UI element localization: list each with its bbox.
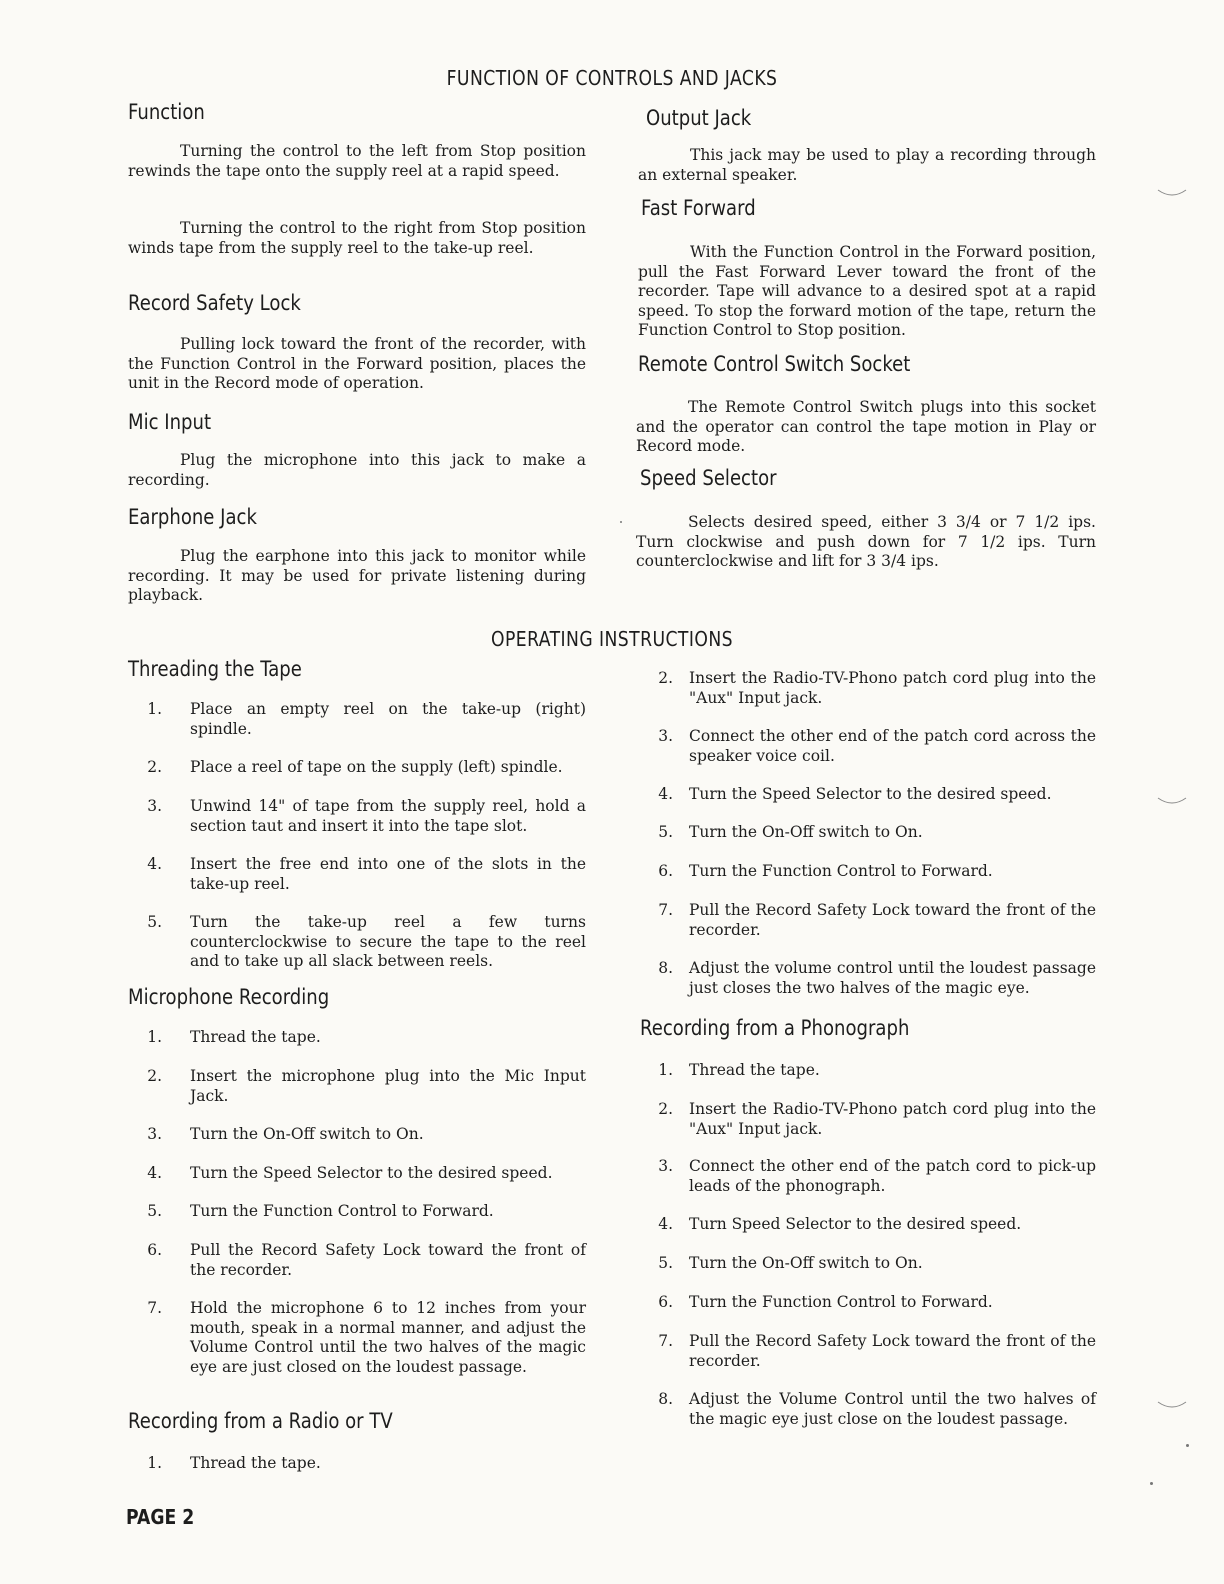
paragraph: With the Function Control in the Forward position, pull the Fast Forward Lever toward the front of the recorder. Tape will advance to a desired spot at a rapid speed. To stop the forward motion of the tape, return the Function Control to Stop position.: [638, 243, 1096, 339]
heading-threading-the-tape: Threading the Tape: [128, 657, 302, 681]
paragraph: Turning the control to the right from Stop position winds tape from the supply reel to the take-up reel.: [128, 219, 586, 257]
heading-remote-control-switch-socket: Remote Control Switch Socket: [638, 352, 911, 376]
speck: [1186, 1444, 1189, 1447]
paragraph: This jack may be used to play a recording through an external speaker.: [638, 146, 1096, 184]
heading-microphone-recording: Microphone Recording: [128, 985, 330, 1009]
heading-earphone-jack: Earphone Jack: [128, 505, 257, 529]
heading-speed-selector: Speed Selector: [640, 466, 777, 490]
paragraph: The Remote Control Switch plugs into this socket and the operator can control the tape motion in Play or Record mode.: [636, 398, 1096, 455]
title-operating-instructions: OPERATING INSTRUCTIONS: [491, 627, 733, 651]
paragraph: Turning the control to the left from Stop position rewinds the tape onto the supply reel at a rapid speed.: [128, 142, 586, 180]
page-number: PAGE 2: [126, 1505, 195, 1529]
paragraph: Plug the microphone into this jack to make a recording.: [128, 451, 586, 489]
heading-function: Function: [128, 100, 205, 124]
hole-mark-icon: [1156, 796, 1188, 806]
paragraph: Plug the earphone into this jack to monitor while recording. It may be used for private listening during playback.: [128, 547, 586, 604]
hole-mark-icon: [1156, 188, 1188, 198]
heading-record-safety-lock: Record Safety Lock: [128, 291, 301, 315]
paragraph: Pulling lock toward the front of the recorder, with the Function Control in the Forward position, places the unit in the Record mode of operation.: [128, 335, 586, 392]
heading-mic-input: Mic Input: [128, 410, 212, 434]
heading-fast-forward: Fast Forward: [641, 196, 756, 220]
paragraph: Selects desired speed, either 3 3/4 or 7 1/2 ips. Turn clockwise and push down for 7 1/2 ips. Turn counterclockwise and lift for 3 3/4 ips.: [636, 513, 1096, 570]
speck: [620, 521, 622, 523]
heading-recording-radio-tv: Recording from a Radio or TV: [128, 1409, 393, 1433]
heading-output-jack: Output Jack: [646, 106, 752, 130]
heading-recording-phonograph: Recording from a Phonograph: [640, 1016, 910, 1040]
title-function-controls: FUNCTION OF CONTROLS AND JACKS: [446, 66, 778, 90]
hole-mark-icon: [1156, 1400, 1188, 1410]
speck: [1150, 1482, 1153, 1485]
